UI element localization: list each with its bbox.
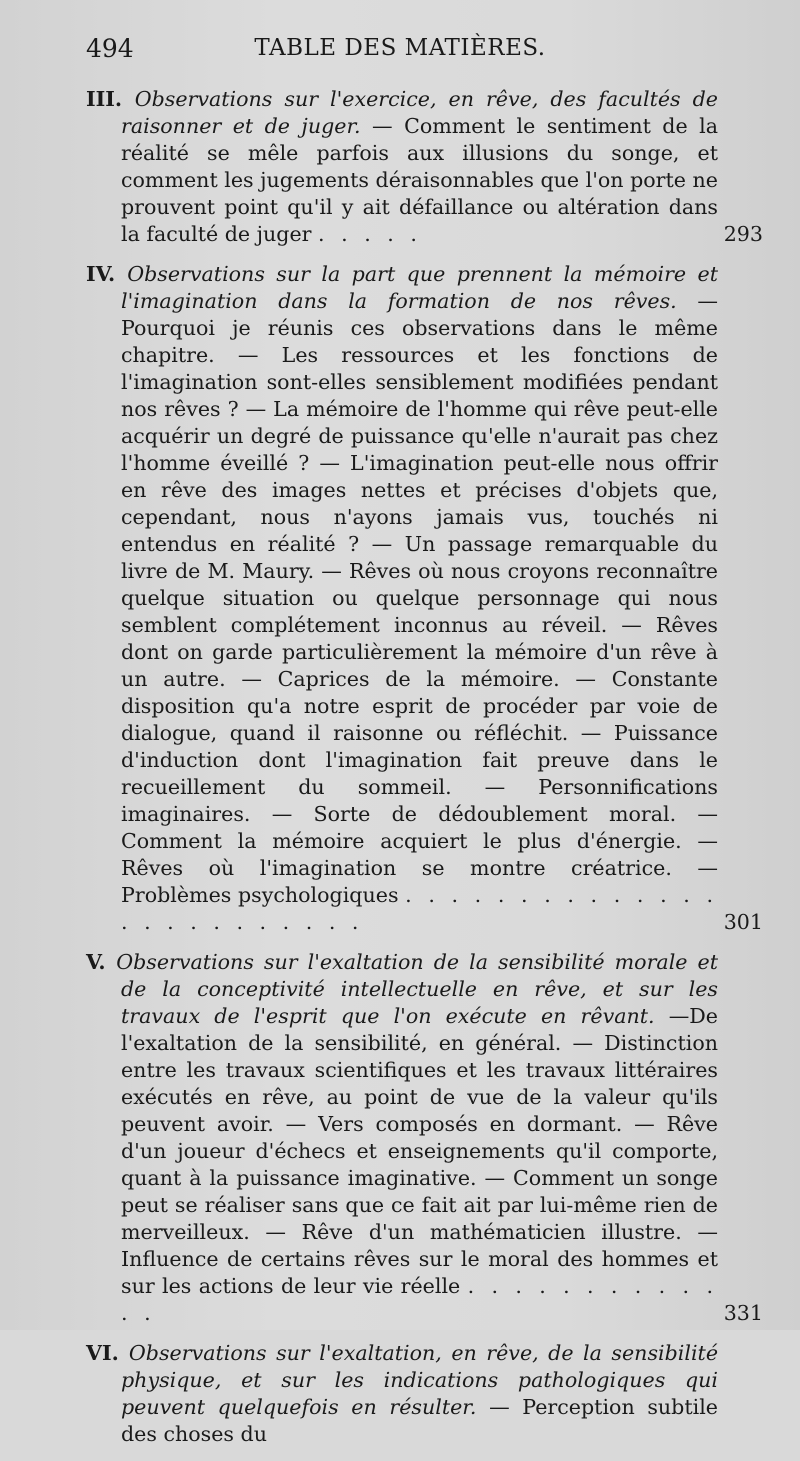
page-header bbox=[0, 34, 800, 70]
page-number: 494 bbox=[86, 34, 134, 63]
toc-entry-v bbox=[86, 949, 763, 1327]
entry-number: III. bbox=[86, 87, 135, 111]
entry-number: IV. bbox=[86, 262, 128, 286]
toc-entry-iv bbox=[86, 261, 763, 936]
toc-entries bbox=[86, 86, 763, 1461]
entry-page-number: 301 bbox=[723, 910, 763, 934]
running-title: TABLE DES MATIÈRES. bbox=[254, 35, 546, 61]
entry-title: Observations sur l'exaltation de la sensibilité morale et de la conceptivité intellectuelle en rêve, et sur les travaux de l'esprit que l'on exécute en rêvant. bbox=[116, 950, 718, 1028]
entry-description: — Perception subtile des choses du bbox=[121, 1395, 718, 1446]
entry-description: — Comment le sentiment de la réalité se mêle parfois aux illusions du songe, et comment les jugements déraisonnables que l'on porte ne prouvent point qu'il y ait défaillance ou altération dans la faculté de juger bbox=[121, 114, 719, 246]
entry-description: — Pourquoi je réunis ces observations dans le même chapitre. — Les ressources et les fonctions de l'imagination sont-elles sensiblement modifiées pendant nos rêves ? — La mémoire de l'homme qui rêve peut-elle acquérir un degré de puissance qu'elle n'aurait pas chez l'homme éveillé ? — L'imagination peut-elle nous offrir en rêve des images nettes et précises d'objets que, cependant, nous n'ayons jamais vus, touchés ni entendus en réalité ? — Un passage remarquable du livre de M. Maury. — Rêves où nous croyons reconnaître quelque situation ou quelque personnage qui nous semblent complétement inconnus au réveil. — Rêves dont on garde particulièrement la mémoire d'un rêve à un autre. — Caprices de la mémoire. — Constante disposition qu'a notre esprit de procéder par voie de dialogue, quand il raisonne ou réfléchit. — Puissance d'induction dont l'imagination fait preuve dans le recueillement du sommeil. — Personnifications imaginaires. — Sorte de dédoublement moral. — Comment la mémoire acquiert le plus d'énergie. — Rêves où l'imagination se montre créatrice. — Problèmes psychologiques bbox=[121, 289, 718, 907]
entry-page-number: 331 bbox=[723, 1301, 763, 1325]
dot-leader: . . . . . . . . . . . . . . . . . . . . . . . . . bbox=[121, 883, 718, 934]
dot-leader: . . . . . bbox=[318, 222, 422, 246]
entry-number: V. bbox=[86, 950, 117, 974]
entry-title: Observations sur l'exercice, en rêve, des facultés de raisonner et de juger. bbox=[121, 87, 718, 138]
toc-entry-iii bbox=[86, 86, 763, 248]
entry-page-number: 293 bbox=[723, 222, 763, 246]
entry-title: Observations sur la part que prennent la mémoire et l'imagination dans la formation de nos rêves. bbox=[121, 262, 718, 313]
entry-title: Observations sur l'exaltation, en rêve, de la sensibilité physique, et sur les indications pathologiques qui peuvent quelquefois en résulter. bbox=[121, 1341, 719, 1419]
entry-description: —De l'exaltation de la sensibilité, en général. — Distinction entre les travaux scientifiques et les travaux littéraires exécutés en rêve, au point de vue de la valeur qu'ils peuvent avoir. — Vers composés en dormant. — Rêve d'un joueur d'échecs et enseignements qu'il comporte, quant à la puissance imaginative. — Comment un songe peut se réaliser sans que ce fait ait par lui-même rien de merveilleux. — Rêve d'un mathématicien illustre. — Influence de certains rêves sur le moral des hommes et sur les actions de leur vie réelle bbox=[121, 1004, 718, 1298]
toc-entry-vi bbox=[86, 1340, 718, 1448]
dot-leader: . . . . . . . . . . . . . bbox=[121, 1274, 718, 1325]
entry-number: VI. bbox=[86, 1341, 129, 1365]
